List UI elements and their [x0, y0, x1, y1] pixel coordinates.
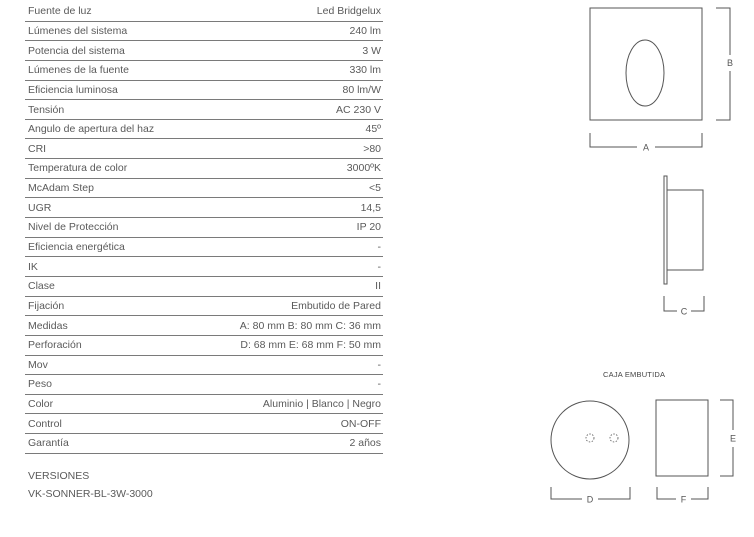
dimension-f-label: F: [680, 494, 687, 505]
spec-value: -: [377, 241, 381, 253]
spec-value: II: [375, 280, 381, 293]
spec-label: Fuente de luz: [28, 5, 92, 18]
front-view-lens: [626, 40, 664, 106]
spec-value: Aluminio | Blanco | Negro: [262, 398, 381, 411]
dimension-a-label: A: [642, 142, 650, 153]
recess-circle: [551, 401, 629, 479]
spec-label: Fijación: [28, 299, 65, 312]
spec-value: 3000ºK: [346, 162, 381, 175]
spec-label: UGR: [28, 201, 52, 214]
spec-value: 2 años: [349, 437, 381, 450]
dimension-d-label: D: [586, 494, 594, 505]
spec-value: 45º: [365, 123, 381, 136]
spec-value: ON-OFF: [340, 417, 381, 430]
spec-label: IK: [28, 260, 38, 273]
spec-label: CRI: [28, 142, 47, 155]
screw-hole-left: [586, 434, 594, 442]
spec-value: 330 lm: [349, 64, 381, 77]
spec-label: McAdam Step: [28, 182, 94, 195]
spec-value: -: [377, 260, 381, 273]
spec-label: Clase: [28, 280, 55, 293]
dimension-e-label: E: [729, 433, 737, 444]
spec-value: <5: [369, 182, 381, 195]
spec-label: Eficiencia luminosa: [28, 83, 118, 96]
caja-embutida-label: CAJA EMBUTIDA: [603, 370, 666, 379]
spec-label: Eficiencia energética: [28, 241, 125, 253]
dimension-c-label: C: [680, 306, 688, 317]
spec-label: Potencia del sistema: [28, 44, 125, 57]
spec-label: Perforación: [28, 339, 82, 352]
spec-label: Tensión: [28, 103, 65, 116]
spec-label: Mov: [28, 358, 48, 371]
spec-label: Lúmenes del sistema: [28, 24, 128, 37]
side-view-body: [667, 190, 703, 270]
spec-label: Nivel de Protección: [28, 221, 119, 234]
spec-label: Medidas: [28, 319, 68, 332]
spec-value: Embutido de Pared: [291, 299, 381, 312]
spec-value: 240 lm: [349, 24, 381, 37]
dimension-b-label: B: [726, 58, 734, 68]
spec-label: Peso: [28, 378, 52, 391]
spec-label: Temperatura de color: [28, 162, 128, 175]
spec-value: >80: [363, 142, 381, 155]
spec-label: Lúmenes de la fuente: [28, 64, 129, 77]
spec-label: Control: [28, 417, 62, 430]
spec-label: Color: [28, 398, 54, 411]
spec-value: -: [377, 358, 381, 371]
front-view-square: [590, 8, 702, 120]
spec-value: AC 230 V: [336, 103, 381, 116]
recess-box-side: [656, 400, 708, 476]
spec-label: Angulo de apertura del haz: [28, 123, 155, 136]
spec-value: D: 68 mm E: 68 mm F: 50 mm: [240, 339, 381, 352]
spec-label: Garantía: [28, 437, 69, 450]
version-item: VK-SONNER-BL-3W-3000: [28, 488, 153, 500]
spec-value: -: [377, 378, 381, 391]
spec-value: Led Bridgelux: [316, 5, 381, 18]
spec-value: 80 lm/W: [342, 83, 381, 96]
spec-value: IP 20: [356, 221, 381, 234]
spec-value: 14,5: [360, 201, 381, 214]
screw-hole-right: [610, 434, 618, 442]
spec-value: 3 W: [362, 44, 381, 57]
spec-value: A: 80 mm B: 80 mm C: 36 mm: [239, 319, 381, 332]
versions-heading: VERSIONES: [28, 470, 90, 482]
